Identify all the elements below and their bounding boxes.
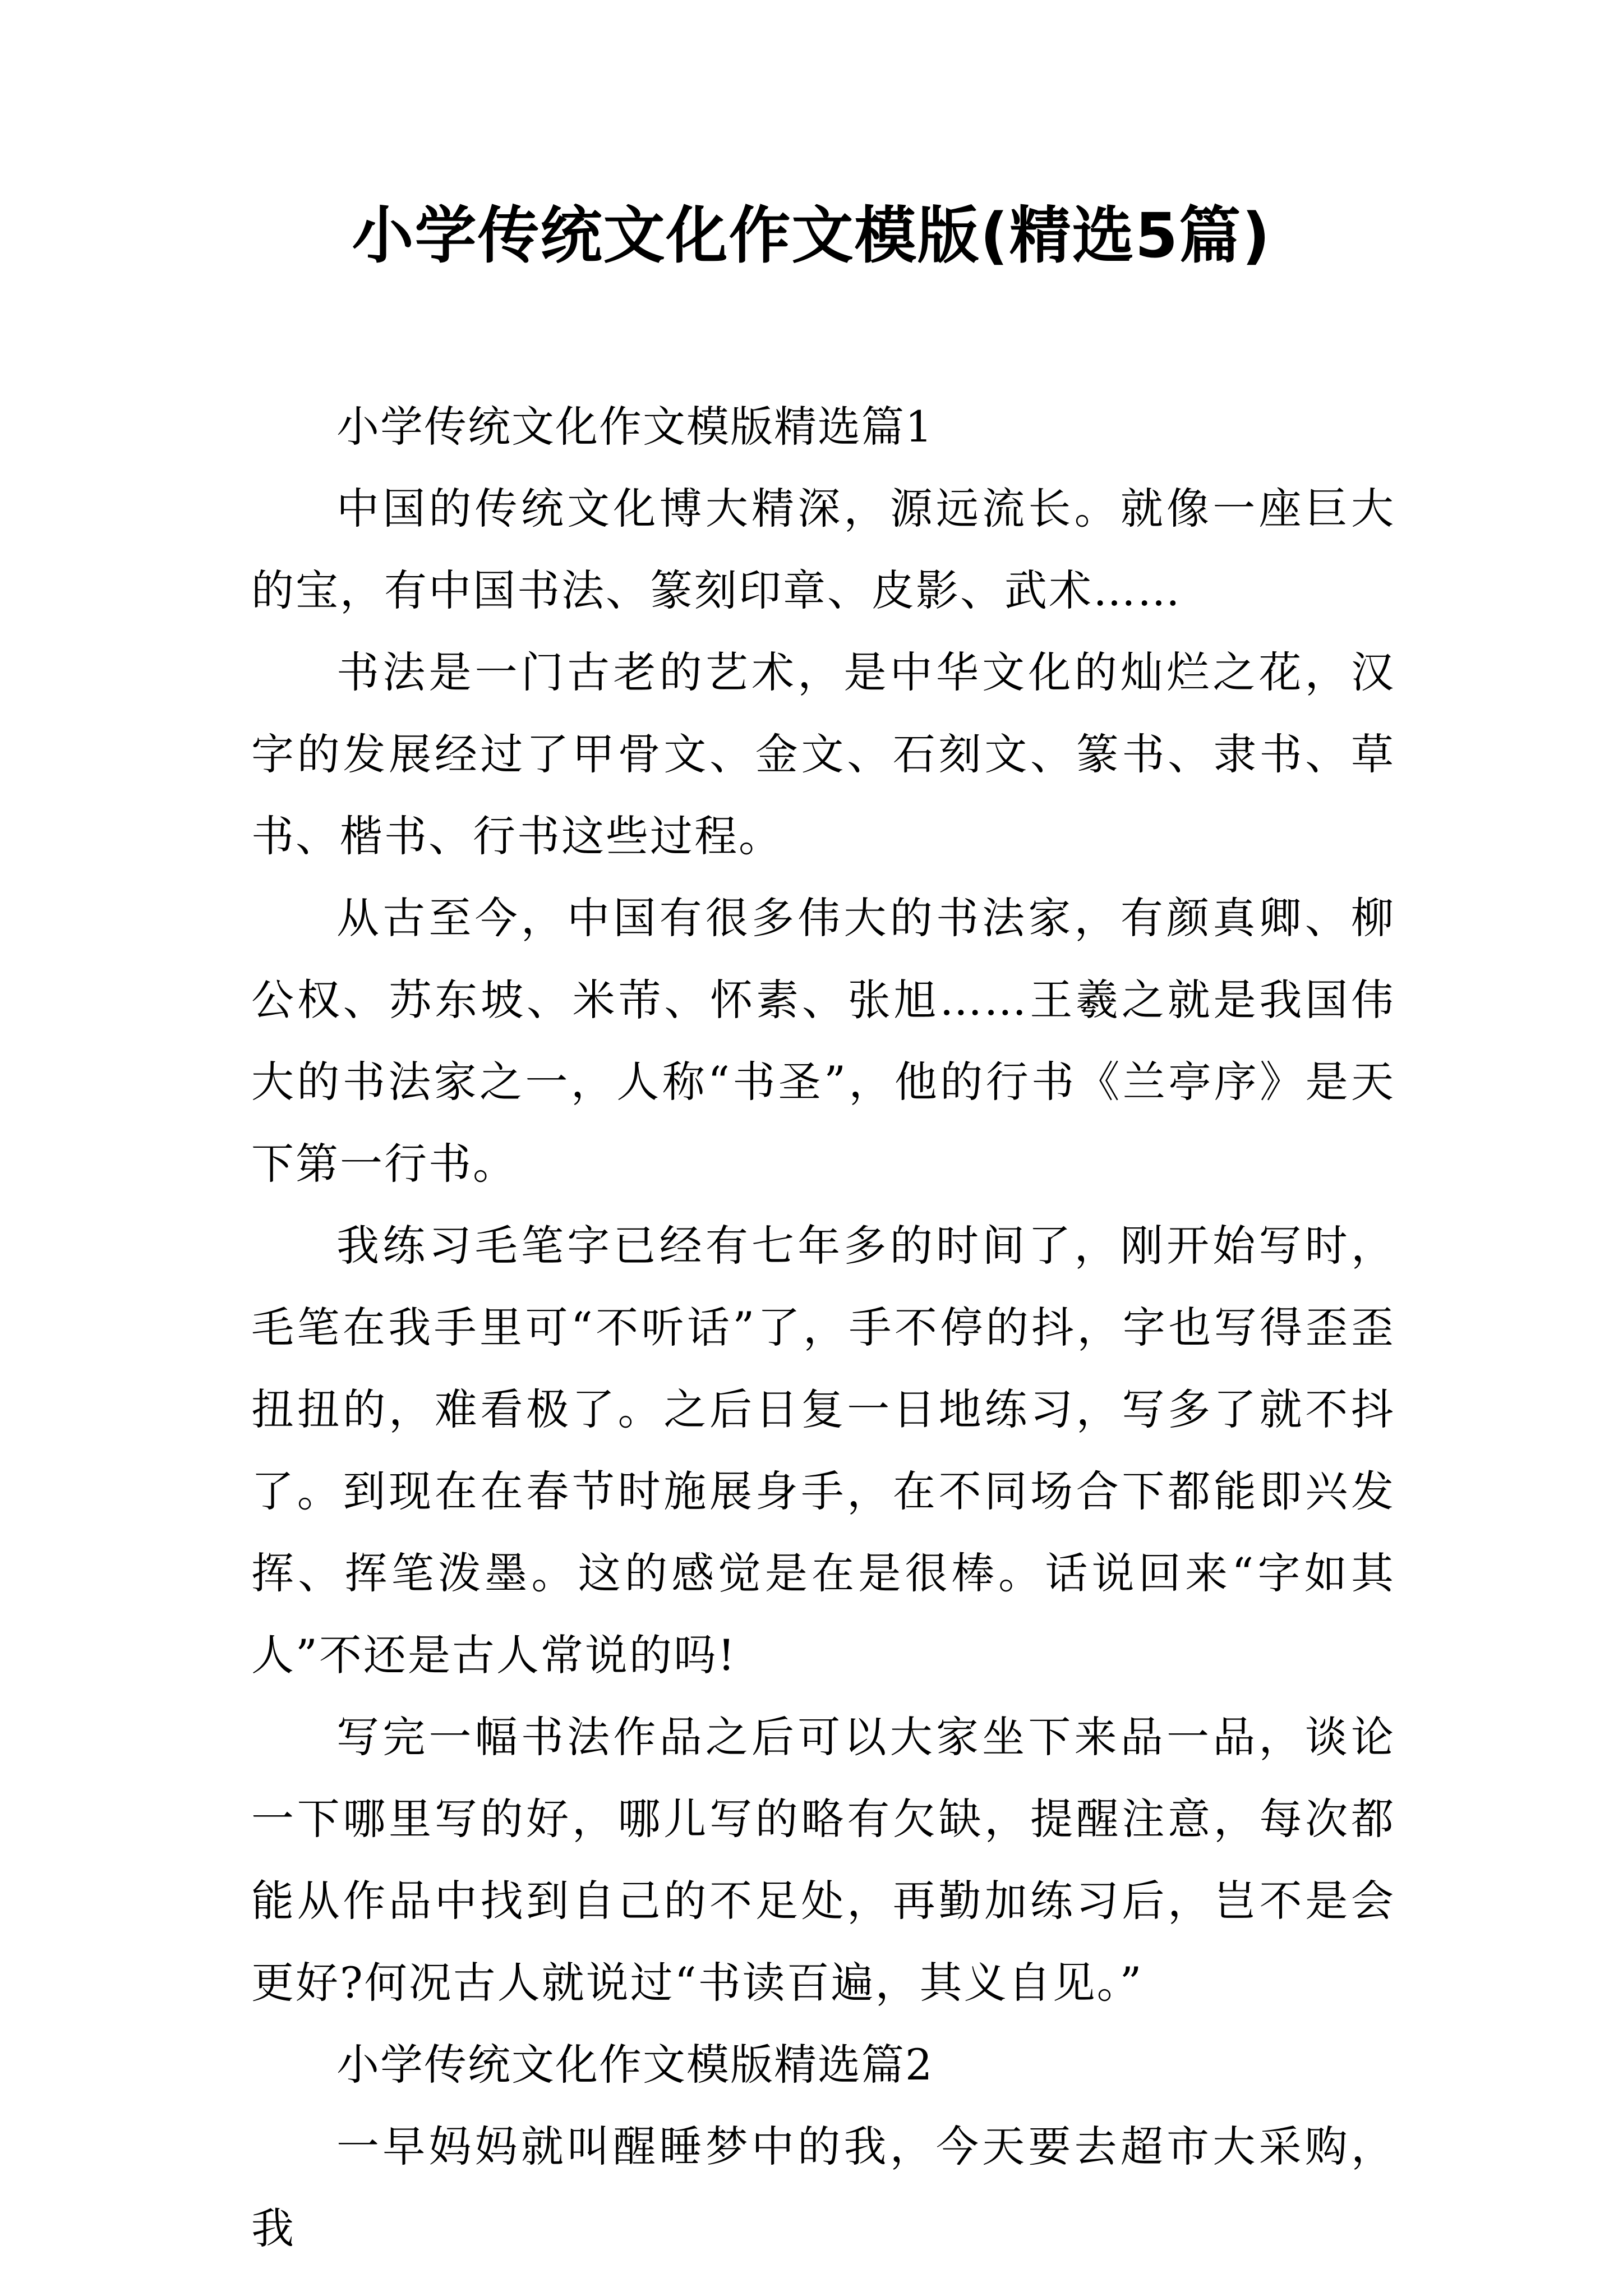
section-heading: 小学传统文化作文模版精选篇1 bbox=[336, 402, 934, 452]
paragraph: 书法是一门古老的艺术，是中华文化的灿烂之花，汉字的发展经过了甲骨文、金文、石刻文、篆书、隶书、草书、楷书、行书这些过程。 bbox=[251, 647, 1395, 861]
document-body bbox=[251, 386, 1395, 2270]
paragraph: 从古至今，中国有很多伟大的书法家，有颜真卿、柳公权、苏东坡、米芾、怀素、张旭……王羲之就是我国伟大的书法家之一，人称“书圣”，他的行书《兰亭序》是天下第一行书。 bbox=[251, 893, 1395, 1189]
document-title: 小学传统文化作文模版(精选5篇) bbox=[352, 200, 1271, 272]
paragraph: 中国的传统文化博大精深，源远流长。就像一座巨大的宝，有中国书法、篆刻印章、皮影、武术…… bbox=[251, 484, 1395, 615]
paragraph: 一早妈妈就叫醒睡梦中的我，今天要去超市大采购，我 bbox=[251, 2122, 1395, 2253]
paragraph: 写完一幅书法作品之后可以大家坐下来品一品，谈论一下哪里写的好，哪儿写的略有欠缺，提醒注意，每次都能从作品中找到自己的不足处，再勤加练习后，岂不是会更好?何况古人就说过“书读百遍，其义自见。” bbox=[251, 1712, 1395, 2008]
section-heading: 小学传统文化作文模版精选篇2 bbox=[336, 2040, 934, 2090]
paragraph: 我练习毛笔字已经有七年多的时间了，刚开始写时，毛笔在我手里可“不听话”了，手不停的抖，字也写得歪歪扭扭的，难看极了。之后日复一日地练习，写多了就不抖了。到现在在春节时施展身手，在不同场合下都能即兴发挥、挥笔泼墨。这的感觉是在是很棒。话说回来“字如其人”不还是古人常说的吗! bbox=[251, 1221, 1395, 1680]
